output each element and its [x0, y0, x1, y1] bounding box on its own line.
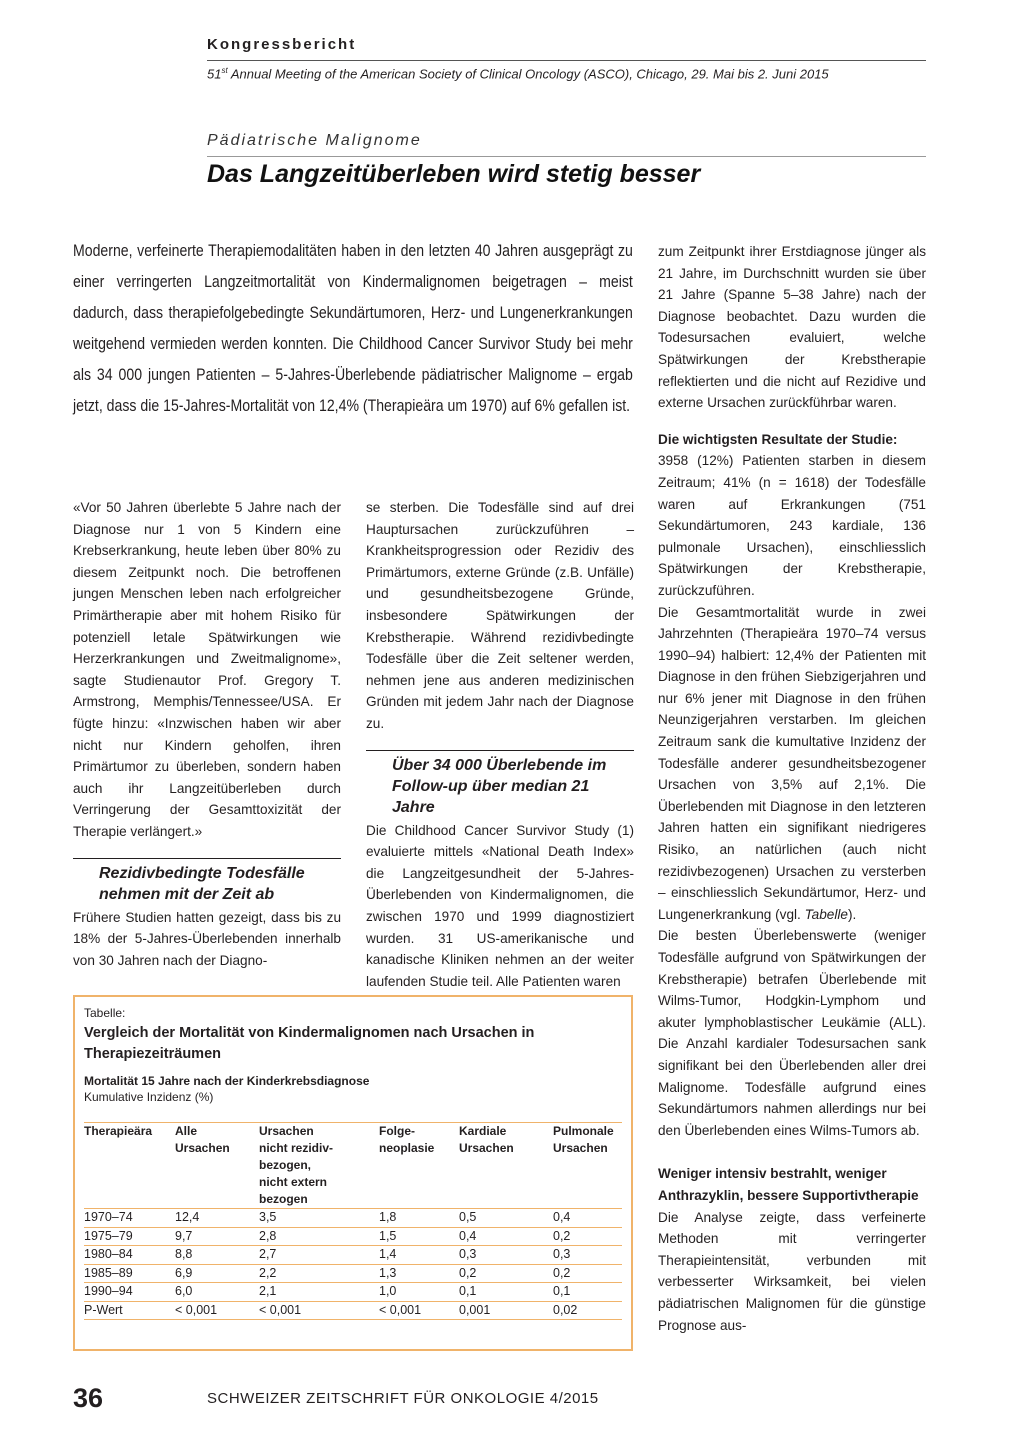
table-subtitle: Mortalität 15 Jahre nach der Kinderkrebsdiagnose: [84, 1074, 370, 1088]
table-header-row: [84, 1123, 622, 1209]
paragraph: Die Gesamtmortalität wurde in zwei Jahrzehnten (Therapieära 1970–74 versus 1990–94) halbiert: 12,4% der Patienten mit Diagnose in den frühen Siebzigerjahren und nur 6% jener mit Diagnose in den frühen Neunzigerjahren verstarben. Im gleichen Zeitraum sank die kumultative Inzidenz der Todesfälle anderer gesundheitsbezogener Ursachen von 3,5% auf 2,1%. Die Überlebenden mit Diagnose in den letzteren Jahren hatten ein signifikant niedrigeres Risiko, an natürlichen (auch nicht rezidivbezogenen) Ursachen zu versterben – einschliesslich Sekundärtumor, Herz- und Lungenerkrankung (vgl. Tabelle).: [658, 604, 926, 922]
table-box: [73, 995, 633, 1351]
table-row: [84, 1283, 622, 1302]
paragraph: Die besten Überlebenswerte (weniger Todesfälle aufgrund von Spätwirkungen der Krebstherapie) betrafen Überlebende mit Wilms-Tumor, Hodgkin-Lymphom und akuter lymphoblastischer Leukämie (ALL). Die Anzahl kardialer Todesursachen sank signifikant bei den Überlebenden aller drei Malignome. Todesfälle aufgrund eines Sekundärtumors nahmen allerdings nur bei den Überlebenden eines Wilms-Tumors ab.: [658, 928, 926, 1138]
table-header-cell: Therapieära: [84, 1123, 175, 1209]
article-headline: Das Langzeitüberleben wird stetig besser: [207, 160, 701, 188]
paragraph: se sterben. Die Todesfälle sind auf drei Hauptursachen zurückzuführen – Krankheitsprogression oder Rezidiv des Primärtumors, externe Gründe (z.B. Unfälle) und gesundheitsbezogene Gründe, insbesondere Spätwirkungen der Krebstherapie. Während rezidivbedingte Todesfälle über die Zeit seltener werden, nehmen jene aus anderen medizinischen Gründen mit jedem Jahr nach der Diagnose zu.: [366, 500, 634, 731]
table-header-cell: Ursachen nicht rezidiv- bezogen, nicht extern bezogen: [259, 1123, 379, 1209]
table-cell: 6,0: [175, 1283, 259, 1302]
table-row: [84, 1209, 622, 1228]
column-1: [73, 497, 341, 971]
table-cell: 1990–94: [84, 1283, 175, 1302]
table-cell: 0,3: [553, 1246, 622, 1265]
table-cell: 0,4: [553, 1209, 622, 1228]
table-cell: 1,5: [379, 1227, 459, 1246]
table-cell: 2,1: [259, 1283, 379, 1302]
header-divider: [207, 60, 926, 61]
table-cell: 0,001: [459, 1301, 553, 1320]
table-cell: 2,8: [259, 1227, 379, 1246]
table-cell: 2,2: [259, 1264, 379, 1283]
paragraph: zum Zeitpunkt ihrer Erstdiagnose jünger als 21 Jahre, im Durchschnitt wurden sie über 21 Jahre (Spanne 5–38 Jahre) nach der Diagnose beobachtet. Dazu wurden die Todesursachen evaluiert, welche Spätwirkungen der Krebstherapie reflektierten und die nicht auf Rezidive und externe Ursachen zurückführbar waren.: [658, 244, 926, 411]
journal-name: SCHWEIZER ZEITSCHRIFT FÜR ONKOLOGIE 4/2015: [207, 1390, 599, 1407]
paragraph: Frühere Studien hatten gezeigt, dass bis zu 18% der 5-Jahres-Überlebenden innerhalb von 30 Jahren nach der Diagno-: [73, 909, 341, 968]
table-cell: P-Wert: [84, 1301, 175, 1320]
table-cell: 0,4: [459, 1227, 553, 1246]
section-heading: Weniger intensiv bestrahlt, weniger Anthrazyklin, bessere Supportivtherapie: [658, 1166, 919, 1203]
column-3: [658, 241, 926, 1336]
table-unit: Kumulative Inzidenz (%): [84, 1090, 214, 1104]
results-heading: Die wichtigsten Resultate der Studie:: [658, 431, 898, 447]
table-cell: 1980–84: [84, 1246, 175, 1265]
table-header-cell: Kardiale Ursachen: [459, 1123, 553, 1209]
paragraph: Die Childhood Cancer Survivor Study (1) evaluierte mittels «National Death Index» die Langzeitgesundheit der 5-Jahres-Überlebenden von Kindermalignomen, die zwischen 1970 und 1999 diagnostiziert wurden. 31 US-amerikanische und kanadische Kliniken nehmen an der weiter laufenden Studie teil. Alle Patienten waren: [366, 822, 634, 989]
meeting-line: 51st Annual Meeting of the American Society of Clinical Oncology (ASCO), Chicago, 29. Mai bis 2. Juni 2015: [207, 66, 829, 82]
table-label: Tabelle:: [84, 1006, 126, 1020]
table-cell: 0,3: [459, 1246, 553, 1265]
table-row: [84, 1227, 622, 1246]
subheading: Über 34 000 Überlebende im Follow-up über median 21 Jahre: [392, 756, 607, 816]
table-cell: 0,2: [553, 1264, 622, 1283]
table-cell: 12,4: [175, 1209, 259, 1228]
page-number: 36: [73, 1383, 104, 1413]
table-cell: 1,8: [379, 1209, 459, 1228]
table-cell: 8,8: [175, 1246, 259, 1265]
table-cell: 0,5: [459, 1209, 553, 1228]
column-2: [366, 497, 634, 992]
table-cell: 9,7: [175, 1227, 259, 1246]
table-header-cell: Pulmonale Ursachen: [553, 1123, 622, 1209]
table-header-cell: Folge- neoplasie: [379, 1123, 459, 1209]
table-body: [84, 1209, 622, 1320]
table-cell: < 0,001: [175, 1301, 259, 1320]
table-row: [84, 1264, 622, 1283]
table-cell: 1970–74: [84, 1209, 175, 1228]
kicker-divider: [207, 156, 926, 157]
table-cell: 1,3: [379, 1264, 459, 1283]
table-cell: < 0,001: [379, 1301, 459, 1320]
table-cell: 0,1: [459, 1283, 553, 1302]
subheading: Rezidivbedingte Todesfälle nehmen mit der Zeit ab: [99, 864, 305, 903]
table-cell: 0,2: [459, 1264, 553, 1283]
table-cell: 1975–79: [84, 1227, 175, 1246]
table-row: [84, 1301, 622, 1320]
paragraph: 3958 (12%) Patienten starben in diesem Zeitraum; 41% (n = 1618) der Todesfälle waren auf Erkrankungen (751 Sekundärtumoren, 243 kardiale, 136 pulmonale Ursachen), einschliesslich Spätwirkungen der Krebstherapie, zurückzuführen.: [658, 453, 926, 598]
table-header-cell: Alle Ursachen: [175, 1123, 259, 1209]
mortality-table: [84, 1122, 622, 1320]
table-cell: 3,5: [259, 1209, 379, 1228]
table-cell: 0,2: [553, 1227, 622, 1246]
table-title: Vergleich der Mortalität von Kindermalignomen nach Ursachen in Therapiezeiträumen: [84, 1025, 535, 1062]
table-cell: 1985–89: [84, 1264, 175, 1283]
table-cell: < 0,001: [259, 1301, 379, 1320]
table-cell: 6,9: [175, 1264, 259, 1283]
article-kicker: Pädiatrische Malignome: [207, 132, 422, 149]
table-cell: 1,0: [379, 1283, 459, 1302]
table-cell: 0,1: [553, 1283, 622, 1302]
table-cell: 0,02: [553, 1301, 622, 1320]
table-cell: 1,4: [379, 1246, 459, 1265]
article-lead: Moderne, verfeinerte Therapiemodalitäten haben in den letzten 40 Jahren ausgeprägt zu einer verringerten Langzeitmortalität von Kindermalignomen beigetragen – meist dadurch, dass therapiefolgebedingte Sekundärtumoren, Herz- und Lungenerkrankungen weitgehend vermieden werden konnten. Die Childhood Cancer Survivor Study bei mehr als 34 000 jungen Patienten – 5-Jahres-Überlebende pädiatrischer Malignome – ergab jetzt, dass die 15-Jahres-Mortalität von 12,4% (Therapieära um 1970) auf 6% gefallen ist.: [73, 242, 633, 415]
paragraph: «Vor 50 Jahren überlebte 5 Jahre nach der Diagnose nur 1 von 5 Kindern eine Krebserkrankung, heute leben über 80% zu diesem Zeitpunkt noch. Die betroffenen jungen Menschen leben nach erfolgreicher Primärtherapie aber mit hohem Risiko für potenziell letale Spätwirkungen wie Herzerkrankungen und Zweitmalignome», sagte Studienautor Prof. Gregory T. Armstrong, Memphis/Tennessee/USA. Er fügte hinzu: «Inzwischen haben wir aber nicht nur Kindern geholfen, ihren Primärtumor zu überleben, sondern haben auch ihr Langzeitüberleben durch Verringerung der Gesamttoxizität der Therapie verlängert.»: [73, 500, 341, 839]
section-label: Kongressbericht: [207, 36, 357, 53]
table-cell: 2,7: [259, 1246, 379, 1265]
paragraph: Die Analyse zeigte, dass verfeinerte Methoden mit verringerter Therapieintensität, verbunden mit verbesserter Wirksamkeit, bei vielen pädiatrischen Malignomen für die günstige Prognose aus-: [658, 1209, 926, 1333]
table-row: [84, 1246, 622, 1265]
